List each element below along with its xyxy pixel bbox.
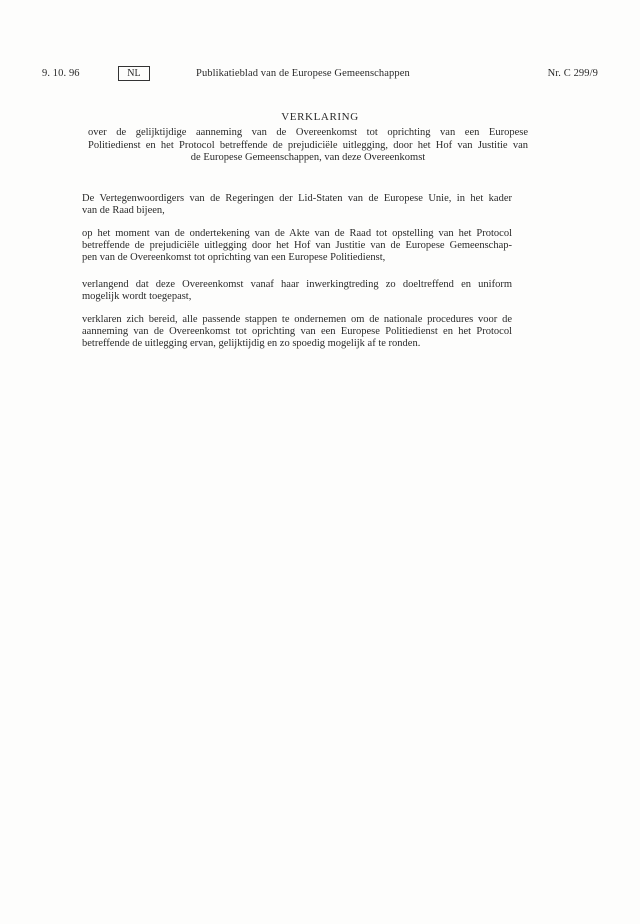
paragraph-signing bbox=[82, 228, 512, 264]
paragraph-line: van de Raad bijeen, bbox=[82, 205, 165, 216]
paragraph-declaration bbox=[82, 314, 512, 350]
subtitle-line: over de gelijktijdige aanneming van de Overeenkomst tot oprichting van een Europese bbox=[88, 127, 528, 138]
paragraph-line: De Vertegenwoordigers van de Regeringen der Lid-Staten van de Europese Unie, in het kader bbox=[82, 193, 512, 204]
publication-number: Nr. C 299/9 bbox=[547, 68, 598, 79]
paragraph-preamble bbox=[82, 193, 512, 217]
paragraph-line: verlangend dat deze Overeenkomst vanaf haar inwerkingtreding zo doeltreffend en uniform bbox=[82, 279, 512, 290]
language-box: NL bbox=[118, 66, 150, 81]
document-title: VERKLARING bbox=[281, 111, 359, 123]
publication-name: Publikatieblad van de Europese Gemeenschappen bbox=[196, 68, 410, 79]
paragraph-line: pen van de Overeenkomst tot oprichting van een Europese Politiedienst, bbox=[82, 252, 386, 263]
paragraph-line: betreffende de prejudiciële uitlegging door het Hof van Justitie van de Europese Gemeenschap- bbox=[82, 240, 512, 251]
paragraph-line: aanneming van de Overeenkomst tot oprichting van een Europese Politiedienst en het Protocol bbox=[82, 326, 512, 337]
paragraph-line: betreffende de uitlegging ervan, gelijktijdig en zo spoedig mogelijk af te ronden. bbox=[82, 338, 421, 349]
subtitle-line: de Europese Gemeenschappen, van deze Overeenkomst bbox=[190, 152, 426, 163]
paragraph-line: verklaren zich bereid, alle passende stappen te ondernemen om de nationale procedures voor de bbox=[82, 314, 512, 325]
header-date: 9. 10. 96 bbox=[42, 68, 80, 79]
paragraph-desiring bbox=[82, 279, 512, 303]
subtitle-line: Politiedienst en het Protocol betreffende de prejudiciële uitlegging, door het Hof van Justitie van bbox=[88, 139, 528, 151]
paragraph-line: op het moment van de ondertekening van de Akte van de Raad tot opstelling van het Protocol bbox=[82, 228, 512, 239]
page-header bbox=[42, 66, 598, 82]
document-subtitle bbox=[88, 127, 528, 165]
paragraph-line: mogelijk wordt toegepast, bbox=[82, 291, 192, 302]
